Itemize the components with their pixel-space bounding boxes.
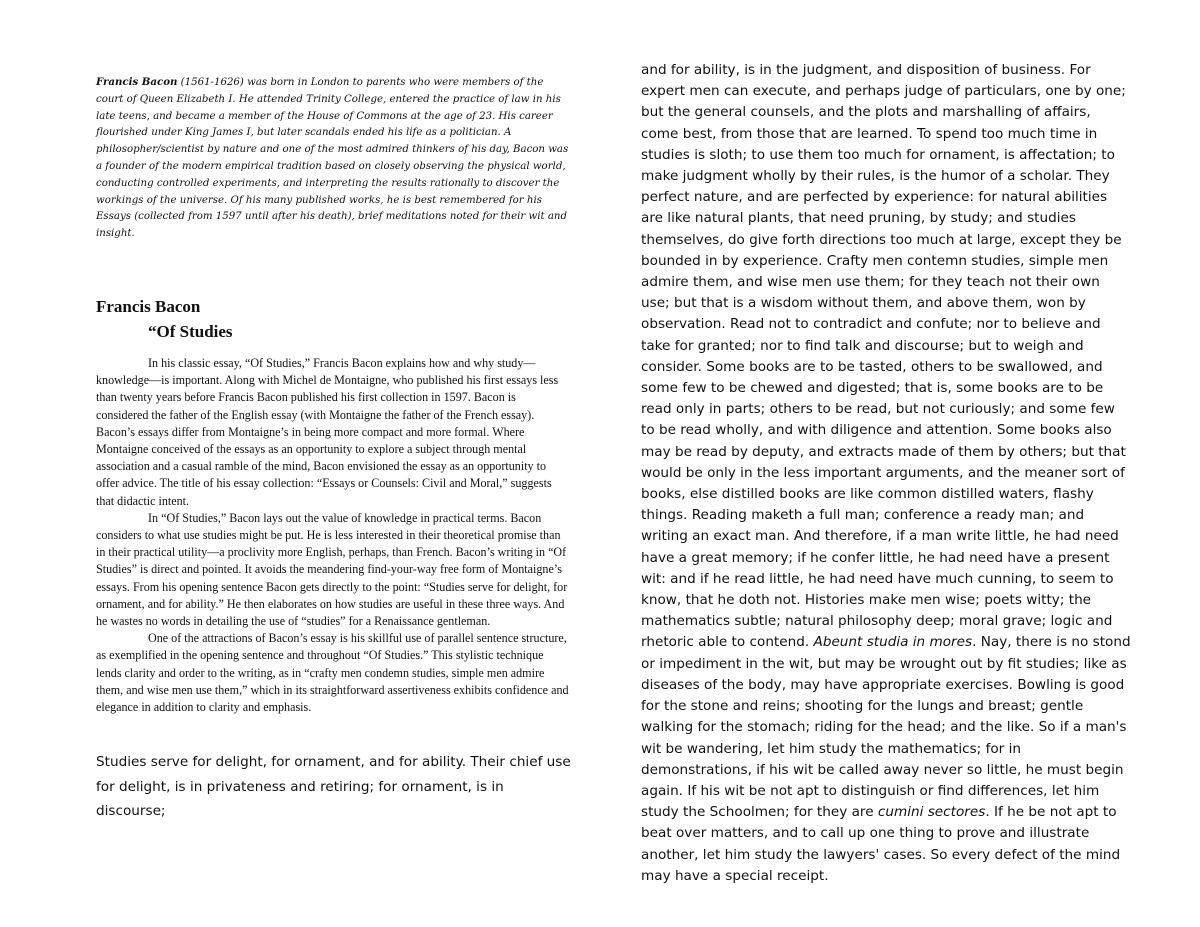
bio-author-name: Francis Bacon xyxy=(96,76,178,88)
latin-phrase: cumini sectores xyxy=(877,804,986,821)
introduction xyxy=(96,355,571,716)
essay-segment: . If he be not apt to beat over matters, and to call up one thing to prove and illustrate another, let him study the lawyers' cases. So every defect of the mind may have a special receipt. xyxy=(641,804,1121,884)
author-biography xyxy=(96,74,571,243)
essay-text-start: Studies serve for delight, for ornament, and for ability. Their chief use for delight, is in privateness and retiring; for ornament, is in discourse; xyxy=(96,754,571,820)
heading-author: Francis Bacon xyxy=(96,297,201,316)
intro-paragraph: In his classic essay, “Of Studies,” Francis Bacon explains how and why study—knowledge—is important. Along with Michel de Montaigne, who published his first essays less than twenty years before Francis Bacon published his first collection in 1597. Bacon is considered the father of the English essay (with Montaigne the father of the French essay). Bacon’s essays differ from Montaigne’s in being more compact and more formal. Where Montaigne conceived of the essays as an opportunity to explore a subject through mental association and a casual ramble of the mind, Bacon envisioned the essay as an opportunity to offer advice. The title of his essay collection: “Essays or Counsels: Civil and Moral,” suggests that didactic intent. xyxy=(96,356,559,508)
essay-segment: . Nay, there is no stond or impediment in the wit, but may be wrought out by fit studies; like as diseases of the body, may have appropriate exercises. Bowling is good for the stone and reins; shooting for the lungs and breast; gentle walking for the stomach; riding for the head; and the like. So if a man's wit be wandering, let him study the mathematics; for in demonstrations, if his wit be called away never so little, he must begin again. If his wit be not apt to distinguish or find differences, let him study the Schoolmen; for they are xyxy=(641,634,1131,821)
essay-segment: and for ability, is in the judgment, and disposition of business. For expert men can execute, and perhaps judge of particulars, one by one; but the general counsels, and the plots and marshalling of affairs, come best, from those that are learned. To spend too much time in studies is sloth; to use them too much for ornament, is affectation; to make judgment wholly by their rules, is the humor of a scholar. They perfect nature, and are perfected by experience: for natural abilities are like natural plants, that need pruning, by study; and studies themselves, do give forth directions too much at large, except they be bounded in by experience. Crafty men contemn studies, simple men admire them, and wise men use them; for they teach not their own use; but that is a wisdom without them, and above them, won by observation. Read not to contradict and confute; nor to believe and take for granted; nor to find talk and discourse; but to weigh and consider. Some books are to be tasted, others to be swallowed, and some few to be chewed and digested; that is, some books are to be read only in parts; others to be read, but not curiously; and some few to be read wholly, and with diligence and attention. Some books also may be read by deputy, and extracts made of them by others; but that would be only in the less important arguments, and the meaner sort of books, else distilled books are like common distilled waters, flashy things. Reading maketh a full man; conference a ready man; and writing an exact man. And therefore, if a man write little, he had need have a great memory; if he confer little, he had need have a present wit: and if he read little, he had need have much cunning, to seem to know, that he doth not. Histories make men wise; poets witty; the mathematics subtle; natural philosophy deep; moral grave; logic and rhetoric able to contend. xyxy=(641,62,1126,651)
essay-heading xyxy=(96,294,233,344)
intro-paragraph: In “Of Studies,” Bacon lays out the value of knowledge in practical terms. Bacon considers to what use studies might be put. He is less interested in their theoretical promise than in their practical utility—a proclivity more English, perhaps, than French. Bacon’s writing in “Of Studies” is direct and pointed. It avoids the meandering find-your-way free form of Montaigne’s essays. From his opening sentence Bacon gets directly to the point: “Studies serve for delight, for ornament, and for ability.” He then elaborates on how studies are useful in these three ways. And he wastes no words in detailing the use of “studies” for a Renaissance gentleman. xyxy=(96,510,568,629)
latin-phrase: Abeunt studia in mores xyxy=(813,634,973,651)
bio-text: (1561-1626) was born in London to parents who were members of the court of Queen Elizabeth I. He attended Trinity College, entered the practice of law in his late teens, and became a member of the House of Commons at the age of 23. His career flourished under King James I, but later scandals ended his life as a politician. A philosopher/scientist by nature and one of the most admired thinkers of his day, Bacon was a founder of the modern empirical tradition based on closely observing the physical world, conducting controlled experiments, and interpreting the results rationally to discover the workings of the universe. Of his many published works, he is best remembered for his Essays (collected from 1597 until after his death), brief meditations noted for their wit and insight. xyxy=(96,77,569,240)
intro-paragraph: One of the attractions of Bacon’s essay is his skillful use of parallel sentence structure, as exemplified in the opening sentence and throughout “Of Studies.” This stylistic technique lends clarity and order to the writing, as in “crafty men condemn studies, simple men admire them, and wise men use them,” which in its straightforward assertiveness exhibits confidence and elegance in addition to clarity and emphasis. xyxy=(96,631,569,715)
heading-title: “Of Studies xyxy=(148,322,233,341)
essay-text-continued xyxy=(641,60,1131,887)
